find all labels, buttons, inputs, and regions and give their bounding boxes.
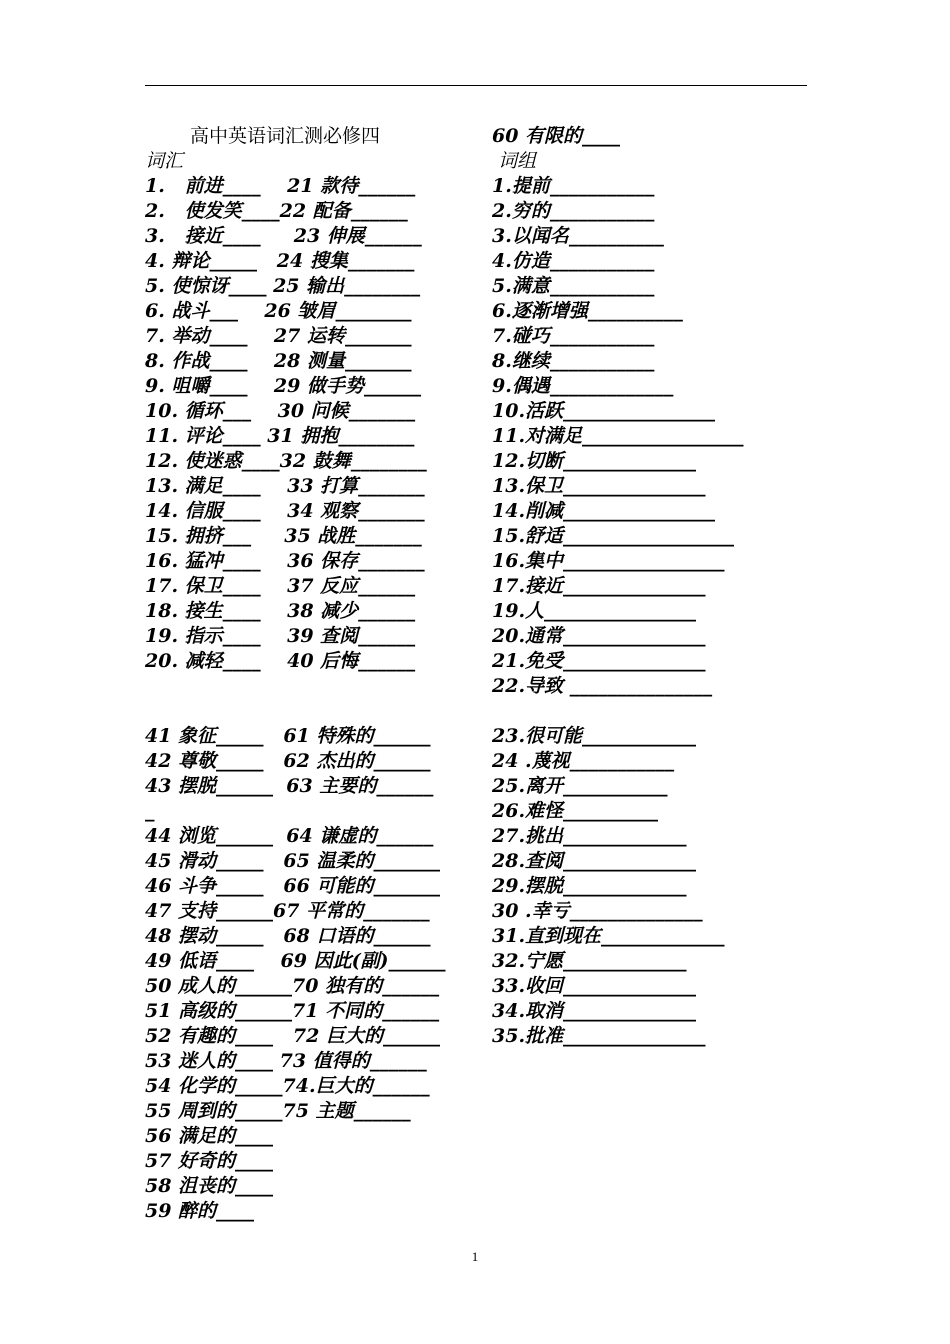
- phrase-item: 31.直到现在_____________: [492, 925, 725, 947]
- vocab-item: 47 支持______67 平常的_______: [145, 900, 430, 922]
- phrase-item: 28.查阅______________: [492, 850, 697, 872]
- phrase-item: 17.接近_______________: [492, 575, 706, 597]
- vocab-item: 59 醉的____: [145, 1200, 255, 1222]
- phrase-item: 32.宁愿_____________: [492, 950, 687, 972]
- vocab-item: 50 成人的______70 独有的______: [145, 975, 440, 997]
- phrase-item: 23.很可能____________: [492, 725, 697, 747]
- vocab-item: 7. 举动____ 27 运转_______: [145, 325, 412, 347]
- spacer: [145, 699, 475, 724]
- vocab-item: 11. 评论____ 31 拥抱________: [145, 425, 415, 447]
- vocab-item: 15. 拥挤___ 35 战胜_______: [145, 525, 422, 547]
- phrase-list-2: [492, 724, 812, 1049]
- phrase-item: 19.人________________: [492, 600, 697, 622]
- phrase-item: 26.难怪__________: [492, 800, 659, 822]
- vocab-item: 19. 指示____ 39 查阅______: [145, 625, 416, 647]
- phrase-item: 2.穷的___________: [492, 200, 655, 222]
- vocab-item: 5. 使惊讶____ 25 输出________: [145, 275, 421, 297]
- phrase-item: 10.活跃________________: [492, 400, 716, 422]
- phrase-item: 25.离开___________: [492, 775, 668, 797]
- vocab-item: 55 周到的_____75 主题______: [145, 1100, 411, 1122]
- vocab-item: 13. 满足____ 33 打算_______: [145, 475, 425, 497]
- vocab-item: 6. 战斗___ 26 皱眉________: [145, 300, 412, 322]
- phrase-item: 12.切断______________: [492, 450, 697, 472]
- vocab-item: 3. 接近____ 23 伸展______: [145, 225, 422, 247]
- vocab-item: 17. 保卫____ 37 反应______: [145, 575, 416, 597]
- phrase-item: 21.免受_______________: [492, 650, 706, 672]
- vocab-item: 44 浏览______ 64 谦虚的______: [145, 825, 434, 847]
- vocab-item: 52 有趣的____ 72 巨大的______: [145, 1025, 440, 1047]
- spacer: [145, 674, 475, 699]
- phrase-item: 33.收回______________: [492, 975, 697, 997]
- phrase-item: 5.满意___________: [492, 275, 655, 297]
- phrase-list-1: [492, 174, 812, 699]
- header-rule: [145, 85, 807, 86]
- vocab-item: 4. 辩论_____ 24 搜集_______: [145, 250, 415, 272]
- vocab-item: 51 高级的______71 不同的______: [145, 1000, 440, 1022]
- vocab-item-60: 60 有限的____: [492, 125, 621, 147]
- vocab-item: 14. 信服____ 34 观察_______: [145, 500, 425, 522]
- vocab-item: 53 迷人的____ 73 值得的______: [145, 1050, 427, 1072]
- vocab-item: 45 滑动_____ 65 温柔的_______: [145, 850, 440, 872]
- phrase-item: 11.对满足_________________: [492, 425, 744, 447]
- vocab-item: _: [145, 800, 155, 822]
- phrase-item: 16.集中_________________: [492, 550, 725, 572]
- vocab-item: 2. 使发笑____22 配备______: [145, 200, 408, 222]
- vocab-item: 42 尊敬_____ 62 杰出的______: [145, 750, 431, 772]
- phrase-item: 34.取消______________: [492, 1000, 697, 1022]
- vocab-item: 43 摆脱______ 63 主要的______: [145, 775, 434, 797]
- phrase-item: 29.摆脱_____________: [492, 875, 687, 897]
- vocab-item: 18. 接生____ 38 减少______: [145, 600, 416, 622]
- page-number: 1: [471, 1249, 479, 1264]
- phrase-item: 9.偶遇_____________: [492, 375, 674, 397]
- phrase-item: 4.仿造___________: [492, 250, 655, 272]
- right-column: [492, 124, 812, 1049]
- phrase-item: 30 .幸亏______________: [492, 900, 703, 922]
- section-heading-vocabulary: 词汇: [145, 150, 184, 172]
- phrase-item: 1.提前___________: [492, 175, 655, 197]
- spacer: [492, 699, 812, 724]
- phrase-item: 15.舒适__________________: [492, 525, 735, 547]
- vocabulary-list-1: [145, 174, 475, 674]
- vocab-item: 57 好奇的____: [145, 1150, 274, 1172]
- phrase-item: 14.削减________________: [492, 500, 716, 522]
- phrase-item: 3.以闻名__________: [492, 225, 664, 247]
- vocab-item: 56 满足的____: [145, 1125, 274, 1147]
- phrase-item: 24 .蔑视___________: [492, 750, 675, 772]
- phrase-item: 6.逐渐增强__________: [492, 300, 683, 322]
- vocab-item: 8. 作战____ 28 测量_______: [145, 350, 412, 372]
- vocab-item: 1. 前进____ 21 款待______: [145, 175, 416, 197]
- vocab-item: 48 摆动_____ 68 口语的______: [145, 925, 431, 947]
- vocab-item: 46 斗争_____ 66 可能的_______: [145, 875, 440, 897]
- vocab-item: 58 沮丧的____: [145, 1175, 274, 1197]
- vocabulary-list-2: [145, 724, 475, 1224]
- phrase-item: 8.继续___________: [492, 350, 655, 372]
- phrase-item: 22.导致 _______________: [492, 675, 713, 697]
- vocab-item: 10. 循环___ 30 问候_______: [145, 400, 416, 422]
- vocab-item: 12. 使迷惑____32 鼓舞________: [145, 450, 427, 472]
- document-title: 高中英语词汇测必修四: [190, 125, 381, 147]
- phrase-item: 27.挑出_____________: [492, 825, 687, 847]
- left-column: [145, 124, 475, 1224]
- vocab-item: 20. 减轻____ 40 后悔______: [145, 650, 416, 672]
- phrase-item: 13.保卫_______________: [492, 475, 706, 497]
- vocab-item: 54 化学的_____74.巨大的______: [145, 1075, 430, 1097]
- vocab-item: 16. 猛冲____ 36 保存_______: [145, 550, 425, 572]
- section-heading-phrases: 词组: [492, 150, 537, 172]
- phrase-item: 7.碰巧___________: [492, 325, 655, 347]
- vocab-item: 41 象征_____ 61 特殊的______: [145, 725, 431, 747]
- phrase-item: 20.通常_______________: [492, 625, 706, 647]
- phrase-item: 35.批准_______________: [492, 1025, 706, 1047]
- vocab-item: 49 低语____ 69 因此(副)______: [145, 950, 446, 972]
- vocab-item: 9. 咀嚼____ 29 做手势______: [145, 375, 421, 397]
